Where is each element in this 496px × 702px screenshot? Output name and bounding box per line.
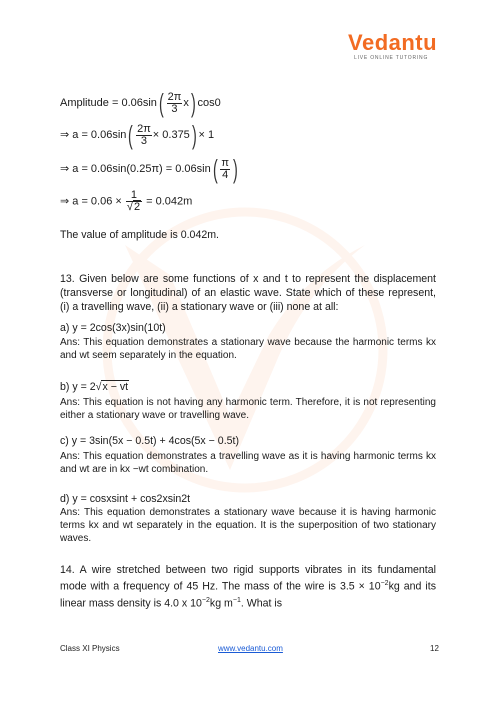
equation-step-2: ⇒ a = 0.06sin( $\frac{2\pi}{3}$ × 0.375) × 1 bbox=[60, 120, 215, 150]
eq2-den: 3 bbox=[140, 134, 147, 147]
q14-text-a: 14. A wire stretched between two rigid supports vibrates in its fundamental mode with a frequency of 45 Hz. The mass of the wire is 3.5 × 10 bbox=[60, 564, 436, 593]
equation-step-4 bbox=[60, 190, 192, 213]
q13-part-b-label: b) y = 2√x − vt bbox=[60, 381, 129, 393]
question-13-text: 13. Given below are some functions of x and t to represent the displacement (transverse or longitudinal) of an elastic wave. State which of these represent, (i) a travelling wave, (ii) a stationary wave or (iii) none at all: bbox=[60, 273, 436, 313]
q14-text-c: kg m bbox=[209, 597, 233, 610]
brand-tagline: LIVE ONLINE TUTORING bbox=[354, 55, 429, 61]
q13-part-d-label: d) y = cosxsint + cos2xsin2t bbox=[60, 493, 191, 505]
equation-amplitude: Amplitude = 0.06sin( $\frac{2\pi}{3}$ x) cos0 bbox=[60, 88, 221, 118]
equation-step-3: ⇒ a = 0.06sin(0.25π) = 0.06sin( $\frac{\pi}{4}$ ) bbox=[60, 154, 238, 184]
q14-sup-3: −1 bbox=[232, 596, 241, 604]
q13-part-d-answer: Ans: This equation demonstrates a stationary wave because it is having harmonic terms kx and wt separately in the equation. It is the superposition of two stationary waves. bbox=[60, 507, 436, 544]
eq1-den: 3 bbox=[171, 102, 178, 115]
q13-part-c-answer: Ans: This equation demonstrates a travelling wave as it is having harmonic terms kx and wt are in kx −wt combination. bbox=[60, 451, 436, 475]
brand-logo bbox=[348, 30, 468, 66]
footer-website-link[interactable]: www.vedantu.com bbox=[218, 644, 283, 653]
q13-part-a-answer: Ans: This equation demonstrates a stationary wave because the harmonic terms kx and wt seem separately in the equation. bbox=[60, 337, 436, 361]
q13-part-a-label: a) y = 2cos(3x)sin(10t) bbox=[60, 322, 166, 334]
eq2-lhs: ⇒ a = 0.06sin bbox=[60, 128, 127, 141]
eq1-mid: = 0.06sin bbox=[108, 96, 157, 109]
q14-sup-1: −2 bbox=[380, 580, 389, 587]
eq2-tail-in: × 0.375 bbox=[152, 128, 190, 141]
eq3-den: 4 bbox=[222, 168, 229, 181]
eq4-fraction: $\frac{1}{√2}$ bbox=[126, 189, 141, 213]
eq3-lhs: ⇒ a = 0.06sin(0.25π) = 0.06sin bbox=[60, 162, 211, 175]
footer-page-number: 12 bbox=[430, 644, 439, 653]
eq2-fraction bbox=[136, 124, 152, 147]
eq3-num: π bbox=[221, 156, 229, 169]
eq1-lhs: Amplitude bbox=[60, 96, 109, 109]
eq4-den-root: 2 bbox=[133, 201, 141, 213]
eq4-num: 1 bbox=[126, 190, 142, 202]
brand-name: Vedantu bbox=[348, 30, 438, 55]
q13-b-prefix: b) y = 2 bbox=[60, 381, 96, 393]
eq2-num: 2π bbox=[137, 122, 151, 135]
eq1-num: 2π bbox=[167, 90, 182, 103]
amplitude-conclusion: The value of amplitude is 0.042m. bbox=[60, 229, 219, 241]
q14-text-d: . What is bbox=[240, 597, 283, 610]
q13-part-c-label: c) y = 3sin(5x − 0.5t) + 4cos(5x − 0.5t) bbox=[60, 435, 239, 447]
eq4-lhs: ⇒ a = 0.06 × bbox=[60, 195, 122, 208]
eq3-fraction bbox=[220, 158, 230, 181]
q13-b-root: x − vt bbox=[102, 381, 129, 393]
eq1-fraction bbox=[167, 92, 183, 115]
eq1-tail: cos0 bbox=[197, 96, 221, 109]
eq4-tail: = 0.042m bbox=[146, 195, 193, 208]
footer-subject: Class XI Physics bbox=[60, 644, 120, 653]
q14-text-b: kg and its linear mass density is 4.0 x 10 bbox=[60, 580, 436, 610]
eq1-tail-in: x bbox=[183, 96, 189, 109]
eq2-tail: × 1 bbox=[198, 128, 215, 141]
question-14-text bbox=[60, 563, 436, 610]
q13-part-b-answer: Ans: This equation is not having any harmonic term. Therefore, it is not representing either a stationary wave or travelling wave. bbox=[60, 397, 436, 421]
q14-sup-2: −2 bbox=[201, 596, 210, 604]
